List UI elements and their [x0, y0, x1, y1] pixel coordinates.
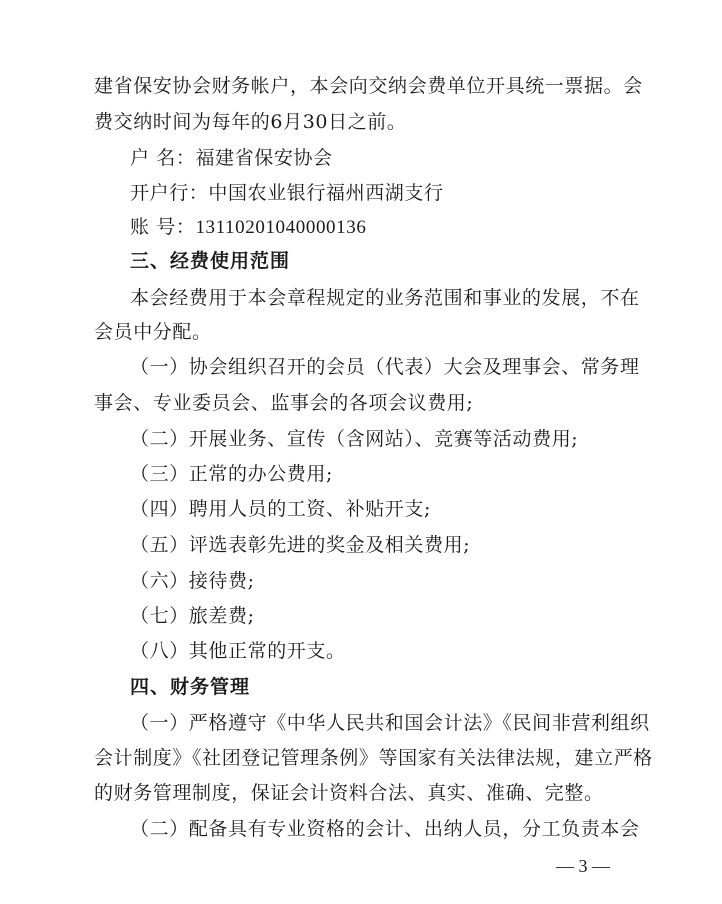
account-name-row: [130, 146, 333, 170]
account-number-value: 13110201040000136: [195, 217, 367, 238]
section3-item5: （五）评选表彰先进的奖金及相关费用;: [130, 534, 471, 556]
section4-item1-line3: 的财务管理制度，保证会计资料合法、真实、准确、完整。: [94, 782, 604, 804]
section3-item6: （六）接待费;: [130, 570, 255, 592]
account-number-row: [130, 215, 366, 240]
account-name-label: 户 名：: [130, 147, 196, 169]
section3-item8: （八）其他正常的开支。: [130, 640, 346, 662]
account-number-label: 账 号：: [130, 216, 196, 238]
body-text-line: 费交纳时间为每年的6月30日之前。: [94, 111, 407, 133]
section3-item3: （三）正常的办公费用;: [130, 463, 334, 485]
section3-item7: （七）旅差费;: [130, 605, 255, 627]
section-heading-3: 三、经费使用范围: [130, 250, 291, 272]
section3-item1-line1: （一）协会组织召开的会员（代表）大会及理事会、常务理: [130, 356, 640, 378]
section3-item2: （二）开展业务、宣传（含网站）、竞赛等活动费用;: [130, 428, 579, 450]
account-bank-label: 开户行：: [130, 182, 209, 204]
section4-item1-line1: （一）严格遵守《中华人民共和国会计法》《民间非营利组织: [130, 712, 650, 734]
account-bank-value: 中国农业银行福州西湖支行: [208, 182, 444, 204]
page-number: — 3 —: [556, 856, 610, 876]
account-name-value: 福建省保安协会: [195, 147, 333, 169]
body-text-line: 建省保安协会财务帐户，本会向交纳会费单位开具统一票据。会: [94, 75, 643, 97]
section4-item2-line1: （二）配备具有专业资格的会计、出纳人员，分工负责本会: [130, 818, 640, 840]
section3-intro-line1: 本会经费用于本会章程规定的业务范围和事业的发展，不在: [130, 287, 640, 309]
account-bank-row: [130, 181, 444, 205]
section3-item4: （四）聘用人员的工资、补贴开支;: [130, 498, 432, 520]
section3-intro-line2: 会员中分配。: [94, 321, 212, 343]
section-heading-4: 四、财务管理: [130, 676, 251, 698]
section4-item1-line2: 会计制度》《社团登记管理条例》等国家有关法律法规，建立严格: [94, 747, 653, 769]
section3-item1-line2: 事会、专业委员会、监事会的各项会议费用;: [94, 392, 474, 414]
